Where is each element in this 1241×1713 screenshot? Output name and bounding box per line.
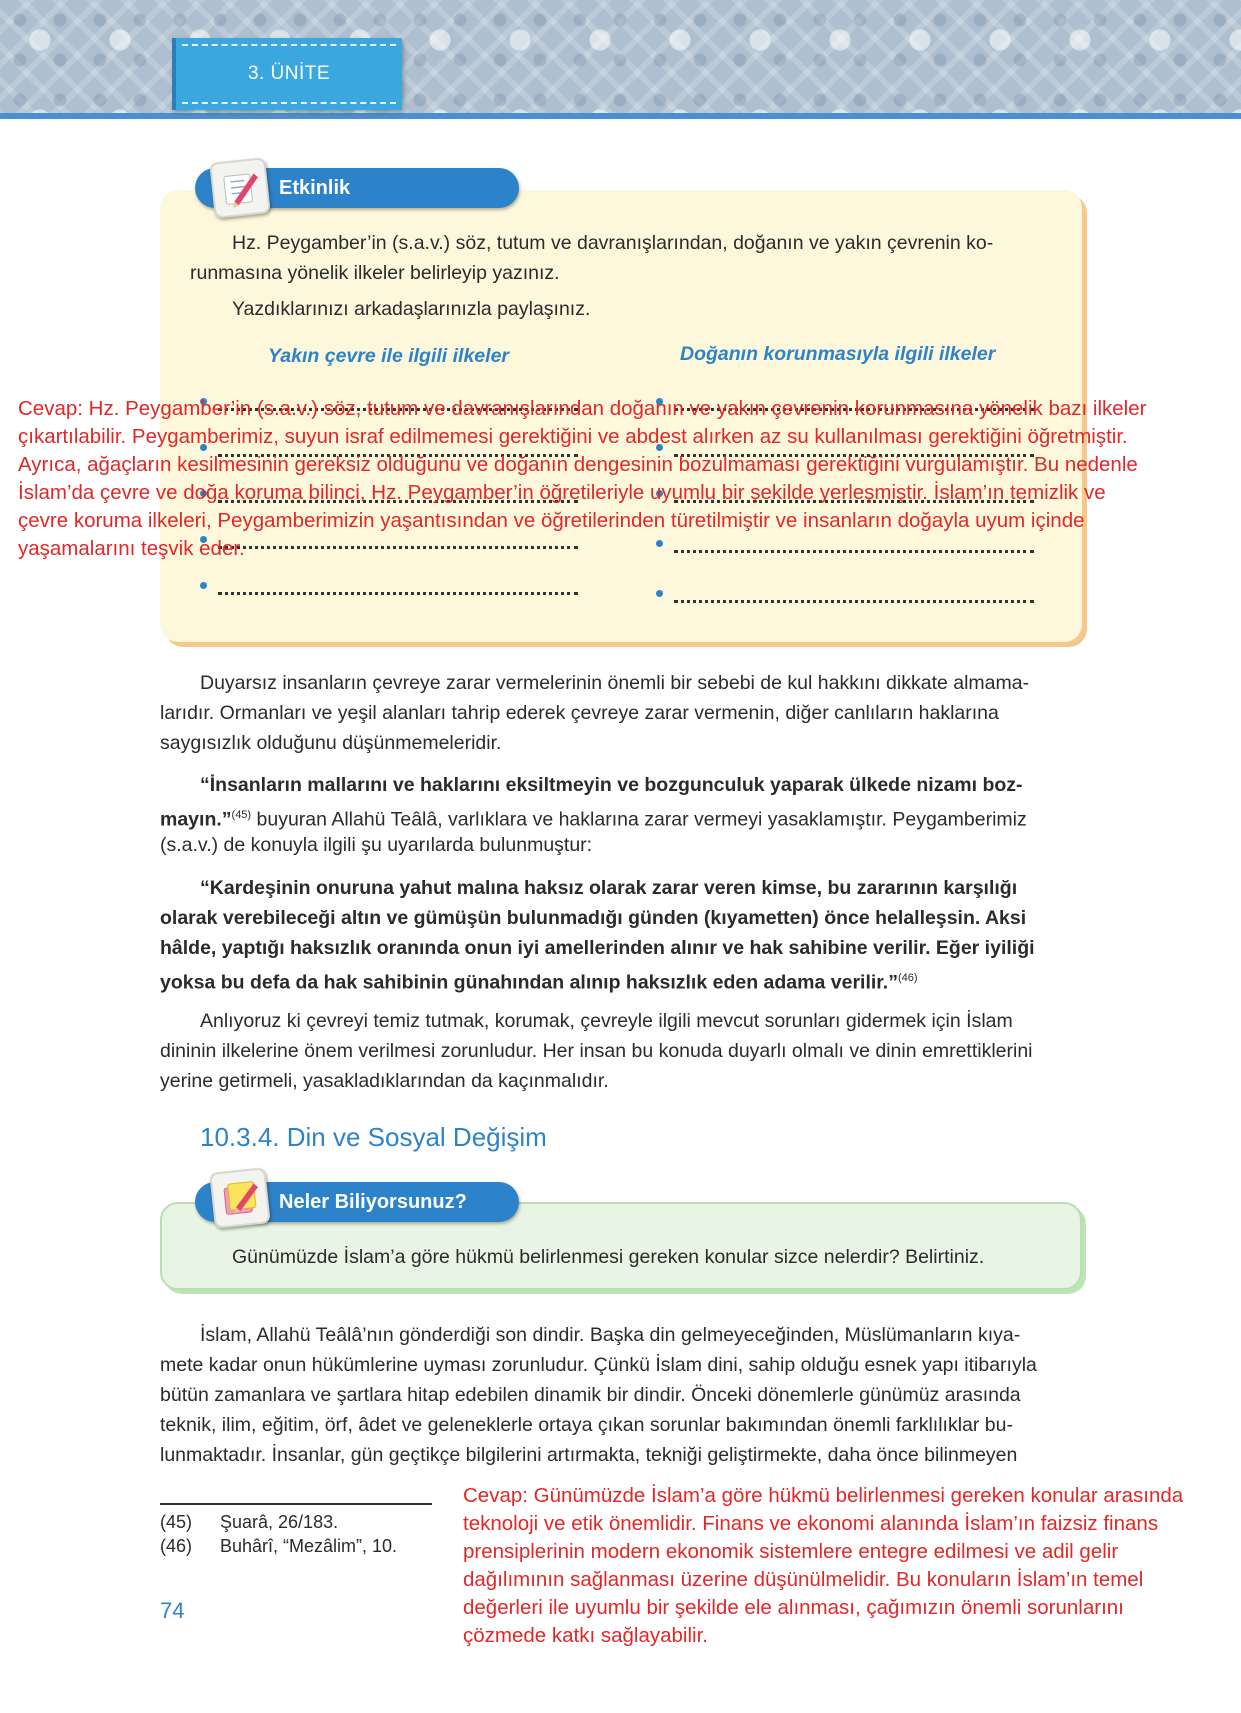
answer-line-text: Ayrıca, ağaçların kesilmesinin gereksiz olduğunu ve doğanın dengesinin bozulmaması gerektiğini vurgulamıştır. Bu nedenle <box>18 453 1138 476</box>
section-title: 10.3.4. Din ve Sosyal Değişim <box>200 1122 547 1152</box>
bullet <box>200 582 207 589</box>
body-p4-line1: İslam, Allahü Teâlâ’nın gönderdiği son dindir. Başka din gelmeyeceğinden, Müslümanların kıya- <box>200 1324 1021 1346</box>
answer-line-text: Cevap: Günümüzde İslam’a göre hükmü belirlenmesi gereken konular arasında <box>463 1484 1184 1507</box>
hadith-line2: olarak verebileceği altın ve gümüşün bulunmadığı günden (kıyametten) önce helalleşsin. Aksi <box>160 907 1027 929</box>
body-p1-line3: saygısızlık olduğunu düşünmemeleridir. <box>160 732 502 754</box>
footnote-num: (46) <box>160 1536 193 1556</box>
answer-line <box>218 592 578 595</box>
body-p3-line1: Anlıyoruz ki çevreyi temiz tutmak, korumak, çevreyle ilgili mevcut sorunları gidermek için İslam <box>200 1010 1013 1032</box>
unit-tab <box>172 38 402 110</box>
body-p1-line2: larıdır. Ormanları ve yeşil alanları tahrip ederek çevreye zarar vermenin, diğer canlıların haklarına <box>160 702 999 724</box>
answer-line-text: değerleri ile uyumlu bir şekilde ele alınması, çağımızın önemli sorunlarını <box>463 1596 1124 1619</box>
footnote-ref-45: (45) <box>231 809 252 821</box>
activity-instruction-3: Yazdıklarınızı arkadaşlarınızla paylaşınız. <box>232 298 591 320</box>
page-number: 74 <box>160 1598 185 1623</box>
footnote-ref-46: (46) <box>897 972 918 984</box>
header-divider <box>0 113 1241 119</box>
hadith-line4 <box>160 963 918 998</box>
answer-line-text: prensiplerinin modern ekonomik sistemlere entegre edilmesi ve adil gelir <box>463 1540 1119 1563</box>
body-p4-line3: bütün zamanlara ve şartlara hitap edebilen dinamik bir dindir. Önceki dönemlerle günümüz arasında <box>160 1384 1021 1406</box>
answer-line-text: yaşamalarını teşvik eder. <box>18 537 245 560</box>
sticky-note-icon <box>209 1167 271 1229</box>
hadith-line3: hâlde, yaptığı haksızlık oranında onun iyi amellerinden alınır ve hak sahibine verilir. Eğer iyiliği <box>160 937 1035 959</box>
column-right-title: Doğanın korunmasıyla ilgili ilkeler <box>680 343 996 365</box>
footnote-num: (45) <box>160 1512 193 1532</box>
answer-line-text: İslam’da çevre ve doğa koruma bilinci, Hz. Peygamber’in öğretileriyle uyumlu bir şekilde yerleşmiştir. İslam’ın temizlik ve <box>18 481 1106 504</box>
body-p3-line2: dininin ilkelerine önem verilmesi zorunludur. Her insan bu konuda duyarlı olmalı ve dinin emrettiklerini <box>160 1040 1033 1062</box>
body-p3-line3: yerine getirmeli, yasakladıklarından da kaçınmalıdır. <box>160 1070 609 1092</box>
answer-line-text: Cevap: Hz. Peygamber’in (s.a.v.) söz, tutum ve davranışlarından doğanın ve yakın çevrenin korunmasına yönelik bazı ilkeler <box>18 397 1147 420</box>
body-p4-line4: teknik, ilim, eğitim, örf, âdet ve geleneklerle ortaya çıkan sorunlar bakımından önemli farklılıklar bu- <box>160 1414 1013 1436</box>
answer-overlay-1 <box>18 395 1146 563</box>
verse-end: mayın.” <box>160 808 232 831</box>
unit-label: 3. ÜNİTE <box>247 63 331 84</box>
answer-line-text: çevre koruma ilkeleri, Peygamberimizin yaşantısından ve öğretilerinden türetilmiştir ve insanların doğayla uyum içinde <box>18 509 1085 532</box>
verse-line1: “İnsanların mallarını ve haklarını eksiltmeyin ve bozgunculuk yaparak ülkede nizamı boz- <box>200 774 1023 796</box>
answer-line-text: dağılımının sağlanması üzerine düşünülmelidir. Bu konuların İslam’ın temel <box>463 1568 1144 1591</box>
pencil-note-icon <box>209 157 271 219</box>
hadith-end: yoksa bu defa da hak sahibinin günahından alınıp haksızlık eden adama verilir.” <box>160 971 898 994</box>
verse-commentary: buyuran Allahü Teâlâ, varlıklara ve haklarına zarar vermeyi yasaklamıştır. Peygamberimiz <box>251 808 1027 831</box>
hadith-line1: “Kardeşinin onuruna yahut malına haksız olarak zarar veren kimse, bu zararının karşılığı <box>200 877 1018 899</box>
column-left-title: Yakın çevre ile ilgili ilkeler <box>268 345 509 367</box>
bullet <box>656 590 663 597</box>
footnote-text: Şuarâ, 26/183. <box>220 1512 339 1532</box>
body-p4-line5: lunmaktadır. İnsanlar, gün geçtikçe bilgilerini artırmakta, tekniği geliştirmekte, daha önce bilinmeyen <box>160 1444 1018 1466</box>
activity-instruction-1: Hz. Peygamber’in (s.a.v.) söz, tutum ve davranışlarından, doğanın ve yakın çevrenin ko- <box>232 232 994 254</box>
footnote-divider <box>160 1503 432 1505</box>
activity-instruction-2: runmasına yönelik ilkeler belirleyip yazınız. <box>190 262 560 284</box>
answer-line-text: çözmede katkı sağlayabilir. <box>463 1624 708 1647</box>
know-tab-label: Neler Biliyorsunuz? <box>279 1190 467 1213</box>
answer-line <box>674 600 1034 603</box>
answer-overlay-2 <box>463 1482 1183 1650</box>
body-p1-line1: Duyarsız insanların çevreye zarar vermelerinin önemli bir sebebi de kul hakkını dikkate almama- <box>200 672 1030 694</box>
footnote-text: Buhârî, “Mezâlim”, 10. <box>220 1536 398 1556</box>
know-question: Günümüzde İslam’a göre hükmü belirlenmesi gereken konular sizce nelerdir? Belirtiniz. <box>232 1246 985 1268</box>
activity-tab-label: Etkinlik <box>279 176 351 199</box>
body-p4-line2: mete kadar onun hükümlerine uyması zorunludur. Çünkü İslam dini, sahip olduğu esnek yapı itibarıyla <box>160 1354 1037 1376</box>
answer-line-text: teknoloji ve etik önemlidir. Finans ve ekonomi alanında İslam’ın faizsiz finans <box>463 1512 1159 1535</box>
answer-line-text: çıkartılabilir. Peygamberimiz, suyun israf edilmemesi gerektiğini ve abdest alırken az su kullanılması gerektiğini öğretmiştir. <box>18 425 1128 448</box>
body-p2-line3: (s.a.v.) de konuyla ilgili şu uyarılarda bulunmuştur: <box>160 834 593 856</box>
